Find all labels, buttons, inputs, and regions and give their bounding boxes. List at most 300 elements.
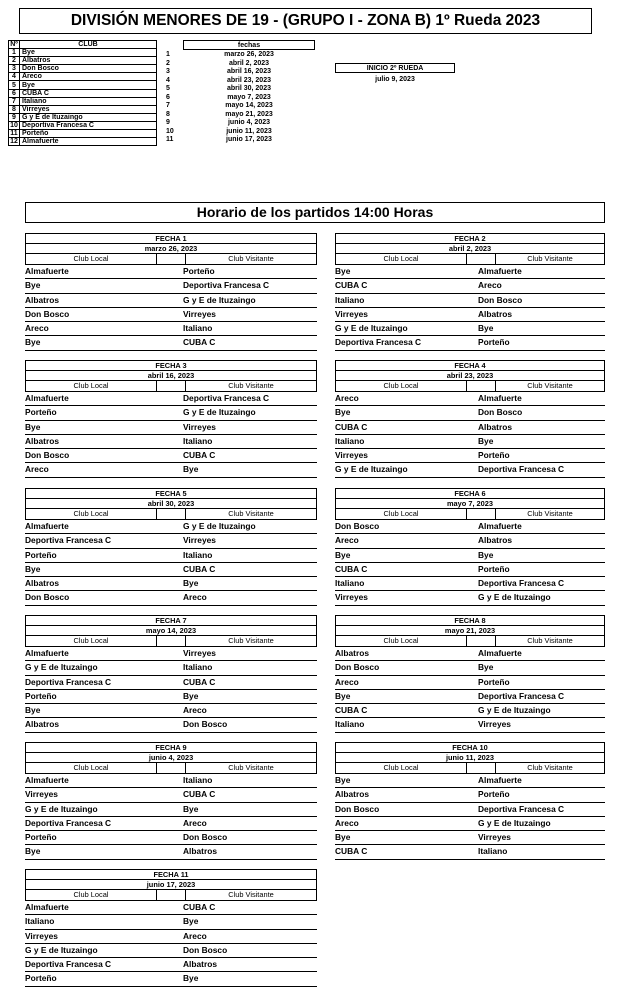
club-local-header: Club Local	[26, 509, 157, 519]
match-row	[335, 463, 605, 477]
club-number: 1	[9, 49, 20, 57]
home-club: Italiano	[335, 719, 365, 730]
home-club: Almafuerte	[25, 393, 69, 403]
club-visitante-header: Club Visitante	[527, 509, 573, 518]
fixture-column-headers	[335, 509, 605, 520]
match-row	[335, 661, 605, 675]
match-row	[335, 817, 605, 831]
match-row	[335, 406, 605, 420]
home-club: Bye	[335, 549, 351, 560]
fixture-block	[25, 742, 317, 860]
match-row	[335, 704, 605, 718]
club-visitante-header: Club Visitante	[527, 254, 573, 263]
home-club: Don Bosco	[25, 592, 70, 603]
club-name: Virreyes	[20, 105, 157, 113]
away-club: CUBA C	[183, 337, 216, 348]
club-visitante-header: Club Visitante	[228, 254, 274, 263]
club-local-header: Club Local	[336, 636, 467, 646]
fixture-column-headers	[25, 890, 317, 901]
inicio-segunda-rueda-date: julio 9, 2023	[375, 76, 415, 83]
fixture-block	[25, 233, 317, 351]
home-club: Almafuerte	[25, 648, 69, 658]
away-club: CUBA C	[183, 789, 216, 800]
home-club: Bye	[25, 421, 41, 432]
fechas-header: fechas	[183, 40, 315, 50]
match-row	[25, 308, 317, 322]
match-row	[25, 265, 317, 279]
club-row	[9, 138, 157, 146]
home-club: G y E de Ituzaingo	[25, 662, 98, 673]
club-name: Deportiva Francesa C	[20, 121, 157, 129]
club-name-header: CLUB	[20, 41, 157, 49]
match-row	[335, 788, 605, 802]
home-club: Almafuerte	[25, 775, 69, 785]
fixture-title: FECHA 10	[335, 742, 605, 753]
home-club: G y E de Ituzaingo	[25, 944, 98, 955]
fixture-date: marzo 26, 2023	[25, 244, 317, 254]
away-club: Deportiva Francesa C	[478, 803, 565, 814]
away-club: Areco	[183, 817, 207, 828]
fecha-number: 1	[166, 51, 170, 58]
header-gap	[157, 890, 186, 900]
away-club: Bye	[183, 803, 199, 814]
fixture-column-headers	[335, 254, 605, 265]
club-visitante-header: Club Visitante	[527, 381, 573, 390]
match-row	[25, 774, 317, 788]
away-club: Bye	[183, 916, 199, 927]
match-row	[335, 308, 605, 322]
fixture-date: mayo 21, 2023	[335, 626, 605, 636]
away-club: Italiano	[183, 323, 213, 334]
fecha-date: abril 2, 2023	[228, 59, 270, 67]
match-row	[335, 845, 605, 859]
club-name: Italiano	[20, 97, 157, 105]
home-club: Albatros	[25, 719, 59, 730]
club-number: 9	[9, 113, 20, 121]
home-club: Bye	[25, 563, 41, 574]
home-club: Virreyes	[25, 930, 58, 941]
away-club: Don Bosco	[478, 294, 523, 305]
fixture-column-headers	[25, 763, 317, 774]
match-row	[25, 406, 317, 420]
match-row	[335, 774, 605, 788]
home-club: Bye	[335, 407, 351, 418]
match-row	[25, 930, 317, 944]
fixture-date: abril 23, 2023	[335, 371, 605, 381]
match-row	[335, 520, 605, 534]
fixture-column-headers	[335, 763, 605, 774]
fixture-date: junio 11, 2023	[335, 753, 605, 763]
away-club: Bye	[478, 323, 494, 334]
away-club: Porteño	[478, 676, 510, 687]
match-row	[25, 704, 317, 718]
home-club: Albatros	[25, 294, 59, 305]
match-row	[335, 577, 605, 591]
away-club: Don Bosco	[183, 832, 228, 843]
fecha-date: abril 16, 2023	[227, 68, 271, 75]
home-club: Italiano	[335, 294, 365, 305]
club-row	[9, 65, 157, 73]
home-club: Bye	[335, 690, 351, 701]
home-club: Virreyes	[335, 308, 368, 319]
fecha-date: junio 11, 2023	[226, 127, 272, 135]
away-club: CUBA C	[183, 563, 216, 574]
fixture-title: FECHA 2	[335, 233, 605, 244]
home-club: Don Bosco	[25, 308, 70, 319]
away-club: Don Bosco	[183, 944, 228, 955]
away-club: Italiano	[183, 549, 213, 560]
match-row	[25, 690, 317, 704]
header-gap	[157, 636, 186, 646]
fecha-date: abril 23, 2023	[227, 76, 271, 84]
match-row	[335, 435, 605, 449]
inicio-segunda-rueda-label: INICIO 2º RUEDA	[335, 63, 455, 73]
home-club: Virreyes	[335, 592, 368, 603]
home-club: CUBA C	[335, 563, 368, 574]
home-club: CUBA C	[335, 705, 368, 716]
match-row	[25, 958, 317, 972]
home-club: G y E de Ituzaingo	[335, 464, 408, 475]
match-row	[25, 534, 317, 548]
fixture-block	[335, 488, 605, 606]
away-club: G y E de Ituzaingo	[183, 294, 256, 305]
match-row	[25, 901, 317, 915]
match-row	[25, 336, 317, 350]
match-row	[335, 718, 605, 732]
match-row	[25, 591, 317, 605]
fixture-title: FECHA 8	[335, 615, 605, 626]
club-local-header: Club Local	[26, 890, 157, 900]
header-gap	[467, 763, 496, 773]
fixture-column-headers	[335, 381, 605, 392]
home-club: Deportiva Francesa C	[25, 817, 112, 828]
away-club: Deportiva Francesa C	[478, 578, 565, 589]
home-club: Porteño	[25, 973, 57, 984]
away-club: Porteño	[478, 789, 510, 800]
club-row	[9, 81, 157, 89]
club-number: 4	[9, 73, 20, 81]
away-club: Areco	[183, 930, 207, 941]
club-name: G y E de Ituzaingo	[20, 113, 157, 121]
match-row	[25, 421, 317, 435]
match-row	[25, 322, 317, 336]
match-row	[25, 788, 317, 802]
home-club: Albatros	[335, 648, 369, 658]
away-club: Albatros	[183, 846, 217, 857]
fixture-column-headers	[25, 636, 317, 647]
club-number: 12	[10, 138, 18, 146]
club-name: Bye	[20, 81, 157, 89]
club-local-header: Club Local	[336, 509, 467, 519]
match-row	[25, 392, 317, 406]
home-club: Porteño	[25, 549, 57, 560]
away-club: Italiano	[183, 435, 213, 446]
home-club: Deportiva Francesa C	[25, 535, 112, 546]
home-club: Don Bosco	[335, 803, 380, 814]
fixture-date: abril 30, 2023	[25, 499, 317, 509]
away-club: Bye	[183, 578, 199, 589]
home-club: Areco	[335, 535, 359, 546]
club-visitante-header: Club Visitante	[527, 636, 573, 645]
home-club: Virreyes	[25, 789, 58, 800]
away-club: Bye	[183, 464, 199, 475]
away-club: Almafuerte	[478, 393, 522, 403]
home-club: Porteño	[25, 690, 57, 701]
home-club: G y E de Ituzaingo	[335, 323, 408, 334]
away-club: Almafuerte	[478, 648, 522, 658]
match-row	[335, 322, 605, 336]
match-row	[335, 534, 605, 548]
match-row	[25, 577, 317, 591]
home-club: Almafuerte	[25, 902, 69, 912]
away-club: CUBA C	[183, 676, 216, 687]
club-row	[9, 130, 157, 138]
match-row	[335, 265, 605, 279]
away-club: Albatros	[183, 959, 217, 970]
fixture-title: FECHA 1	[25, 233, 317, 244]
match-row	[335, 336, 605, 350]
header-gap	[157, 381, 186, 391]
fixture-column-headers	[25, 381, 317, 392]
home-club: Deportiva Francesa C	[25, 959, 112, 970]
match-row	[335, 549, 605, 563]
club-name: Porteño	[20, 130, 157, 138]
club-number: 10	[10, 121, 18, 129]
away-club: Deportiva Francesa C	[478, 690, 565, 701]
home-club: Areco	[335, 393, 359, 403]
club-name: Don Bosco	[20, 65, 157, 73]
home-club: CUBA C	[335, 280, 368, 291]
match-row	[25, 520, 317, 534]
club-table	[8, 40, 157, 146]
away-club: G y E de Ituzaingo	[478, 592, 551, 603]
club-row	[9, 113, 157, 121]
away-club: Albatros	[478, 535, 512, 546]
home-club: G y E de Ituzaingo	[25, 803, 98, 814]
home-club: Almafuerte	[25, 521, 69, 531]
fixture-column-headers	[25, 509, 317, 520]
club-visitante-header: Club Visitante	[527, 763, 573, 772]
fecha-date: junio 4, 2023	[227, 119, 271, 126]
home-club: Almafuerte	[25, 266, 69, 276]
home-club: Bye	[25, 337, 41, 348]
club-number: 6	[9, 89, 20, 97]
match-row	[335, 449, 605, 463]
home-club: Italiano	[335, 578, 365, 589]
fecha-date: junio 17, 2023	[226, 136, 272, 143]
home-club: Bye	[25, 705, 41, 716]
fixture-block	[335, 615, 605, 733]
away-club: Deportiva Francesa C	[183, 280, 270, 291]
away-club: G y E de Ituzaingo	[183, 407, 256, 418]
fixture-date: abril 2, 2023	[335, 244, 605, 254]
fixture-date: mayo 14, 2023	[25, 626, 317, 636]
club-number: 8	[9, 105, 20, 113]
match-row	[25, 803, 317, 817]
fixture-block	[25, 615, 317, 733]
club-row	[9, 49, 157, 57]
away-club: CUBA C	[183, 450, 216, 461]
club-visitante-header: Club Visitante	[228, 381, 274, 390]
match-row	[335, 392, 605, 406]
home-club: Areco	[335, 676, 359, 687]
fixture-block	[25, 869, 317, 987]
club-local-header: Club Local	[26, 763, 157, 773]
away-club: G y E de Ituzaingo	[478, 817, 551, 828]
match-row	[335, 279, 605, 293]
club-visitante-header: Club Visitante	[228, 763, 274, 772]
club-local-header: Club Local	[26, 381, 157, 391]
away-club: Virreyes	[183, 648, 216, 658]
fecha-number: 8	[166, 110, 170, 118]
header-gap	[467, 509, 496, 519]
match-row	[25, 463, 317, 477]
away-club: Bye	[478, 662, 494, 673]
away-club: Don Bosco	[478, 407, 523, 418]
away-club: Areco	[183, 705, 207, 716]
club-visitante-header: Club Visitante	[228, 636, 274, 645]
club-row	[9, 105, 157, 113]
match-row	[335, 647, 605, 661]
club-row	[9, 57, 157, 65]
away-club: Bye	[478, 549, 494, 560]
fixture-block	[25, 360, 317, 478]
away-club: Italiano	[478, 846, 508, 857]
home-club: Porteño	[25, 832, 57, 843]
home-club: Don Bosco	[25, 450, 70, 461]
away-club: Bye	[478, 435, 494, 446]
away-club: Porteño	[183, 266, 215, 276]
fixture-column-headers	[335, 636, 605, 647]
match-row	[335, 690, 605, 704]
away-club: Don Bosco	[183, 719, 228, 730]
away-club: Albatros	[478, 308, 512, 319]
away-club: Deportiva Francesa C	[478, 464, 565, 475]
away-club: Porteño	[478, 337, 510, 348]
home-club: Virreyes	[335, 450, 368, 461]
fecha-number: 5	[166, 85, 170, 92]
home-club: Albatros	[335, 789, 369, 800]
club-name: Areco	[20, 73, 157, 81]
home-club: Bye	[335, 775, 351, 785]
match-row	[25, 845, 317, 859]
club-local-header: Club Local	[26, 636, 157, 646]
club-row	[9, 89, 157, 97]
match-row	[25, 294, 317, 308]
header-gap	[467, 381, 496, 391]
fixture-block	[25, 488, 317, 606]
home-club: CUBA C	[335, 421, 368, 432]
fecha-number: 6	[166, 93, 170, 101]
header-gap	[157, 509, 186, 519]
away-club: Virreyes	[183, 308, 216, 319]
club-row	[9, 73, 157, 81]
match-row	[25, 549, 317, 563]
away-club: G y E de Ituzaingo	[183, 521, 256, 531]
match-row	[25, 435, 317, 449]
match-row	[335, 591, 605, 605]
home-club: Areco	[25, 464, 49, 475]
club-name: Albatros	[20, 57, 157, 65]
club-row	[9, 121, 157, 129]
match-row	[335, 676, 605, 690]
home-club: Areco	[335, 817, 359, 828]
match-row	[25, 279, 317, 293]
home-club: Bye	[25, 846, 41, 857]
away-club: Virreyes	[478, 719, 511, 730]
club-name: CUBA C	[20, 89, 157, 97]
fixture-date: junio 17, 2023	[25, 880, 317, 890]
horario-banner: Horario de los partidos 14:00 Horas	[25, 202, 605, 223]
match-row	[25, 972, 317, 986]
match-row	[335, 831, 605, 845]
away-club: Italiano	[183, 662, 213, 673]
fecha-number: 9	[166, 119, 170, 126]
match-row	[335, 421, 605, 435]
away-club: Deportiva Francesa C	[183, 393, 270, 403]
home-club: Albatros	[25, 578, 59, 589]
fixture-block	[335, 360, 605, 478]
fixture-date: mayo 7, 2023	[335, 499, 605, 509]
match-row	[25, 449, 317, 463]
match-row	[25, 661, 317, 675]
header-gap	[467, 636, 496, 646]
fixture-date: junio 4, 2023	[25, 753, 317, 763]
fixture-title: FECHA 5	[25, 488, 317, 499]
home-club: Albatros	[25, 435, 59, 446]
match-row	[25, 718, 317, 732]
away-club: CUBA C	[183, 902, 216, 912]
away-club: Almafuerte	[478, 266, 522, 276]
fecha-date: mayo 14, 2023	[225, 102, 273, 109]
club-local-header: Club Local	[26, 254, 157, 264]
home-club: Porteño	[25, 407, 57, 418]
club-name: Bye	[20, 49, 157, 57]
away-club: Bye	[183, 690, 199, 701]
fecha-date: mayo 21, 2023	[225, 110, 273, 118]
away-club: Bye	[183, 973, 199, 984]
home-club: Deportiva Francesa C	[335, 337, 422, 348]
header-gap	[157, 763, 186, 773]
fecha-number: 11	[166, 136, 174, 143]
header-gap	[467, 254, 496, 264]
fecha-number: 10	[166, 127, 174, 135]
fecha-number: 4	[166, 76, 170, 84]
away-club: Virreyes	[183, 421, 216, 432]
club-local-header: Club Local	[336, 254, 467, 264]
club-visitante-header: Club Visitante	[228, 890, 274, 899]
away-club: Areco	[478, 280, 502, 291]
home-club: Don Bosco	[335, 521, 380, 531]
away-club: Areco	[183, 592, 207, 603]
fixture-title: FECHA 4	[335, 360, 605, 371]
home-club: Bye	[335, 266, 351, 276]
home-club: Deportiva Francesa C	[25, 676, 112, 687]
away-club: G y E de Ituzaingo	[478, 705, 551, 716]
match-row	[25, 817, 317, 831]
fecha-number: 3	[166, 68, 170, 75]
away-club: Almafuerte	[478, 521, 522, 531]
fixture-column-headers	[25, 254, 317, 265]
away-club: Almafuerte	[478, 775, 522, 785]
club-local-header: Club Local	[336, 763, 467, 773]
home-club: Italiano	[335, 435, 365, 446]
away-club: Porteño	[478, 450, 510, 461]
home-club: Bye	[25, 280, 41, 291]
club-local-header: Club Local	[336, 381, 467, 391]
match-row	[25, 676, 317, 690]
home-club: CUBA C	[335, 846, 368, 857]
